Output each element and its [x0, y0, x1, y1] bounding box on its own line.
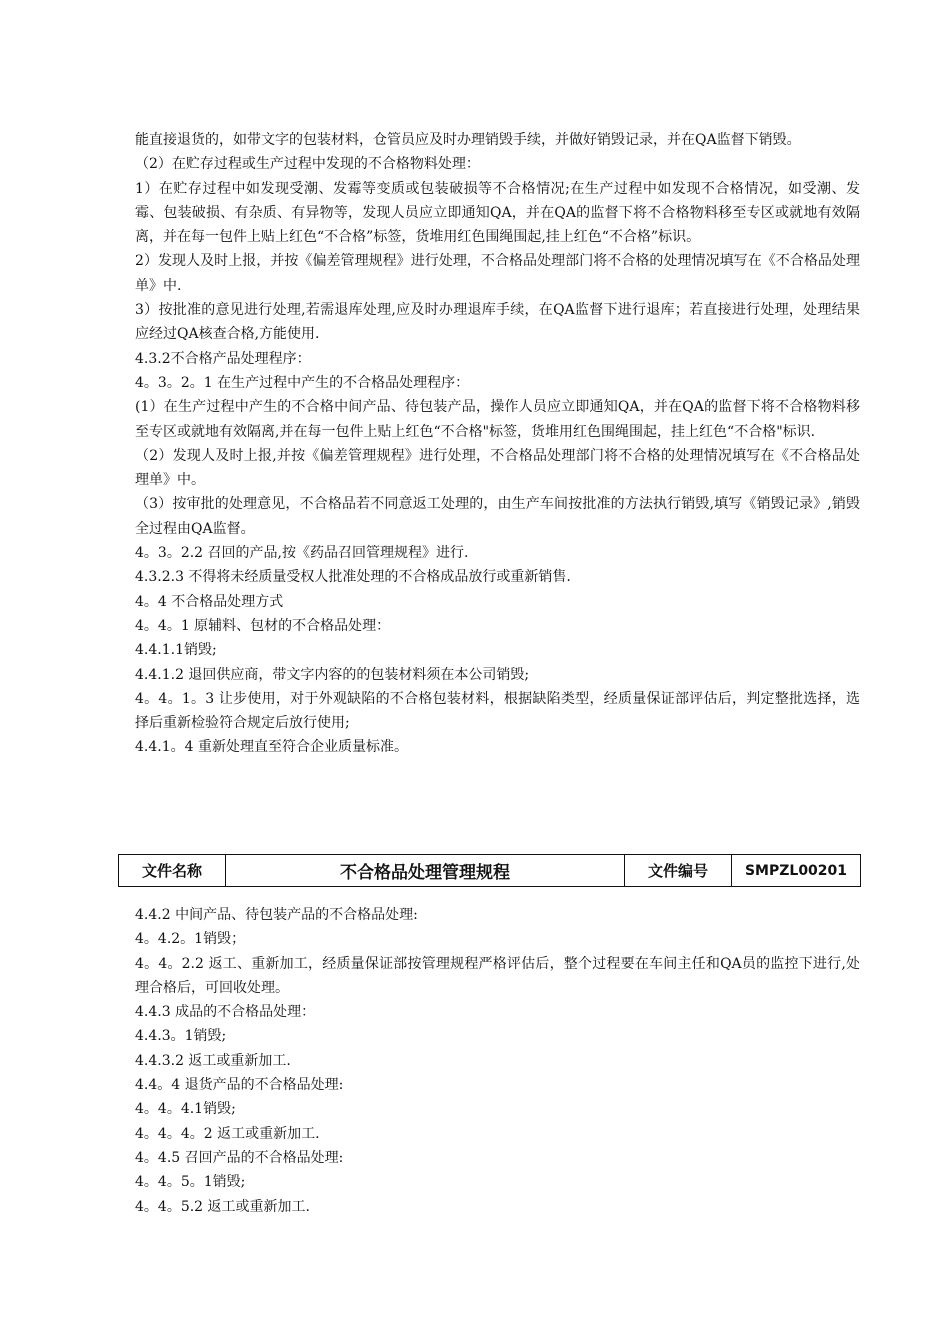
paragraph: （2）发现人及时上报,并按《偏差管理规程》进行处理，不合格品处理部门将不合格的处理情况填写在《不合格品处理单》中。: [135, 447, 860, 489]
list-item: 4。4。5.2 返工或重新加工.: [135, 1198, 310, 1215]
list-item: 4。4。5。1销毁;: [135, 1174, 246, 1191]
subsection-heading: 4。4.5 召回产品的不合格品处理:: [135, 1149, 344, 1166]
paragraph: 4。3。2.2 召回的产品,按《药品召回管理规程》进行.: [135, 545, 469, 562]
list-item: 4.4.3。1销毁;: [135, 1028, 227, 1045]
list-item: 4.4.1.2 退回供应商，带文字内容的的包装材料须在本公司销毁;: [135, 666, 530, 683]
list-item: 4。4.2。1销毁；: [135, 931, 246, 948]
paragraph: 能直接退货的，如带文字的包装材料，仓管员应及时办理销毁手续，并做好销毁记录，并在QA监督下销毁。: [135, 132, 801, 148]
document-body-top: [135, 128, 860, 760]
section-heading: 4.3.2不合格产品处理程序：: [135, 350, 311, 367]
subsection-heading: 4.4.3 成品的不合格品处理：: [135, 1004, 316, 1021]
list-item: 4。4。1。3 让步使用，对于外观缺陷的不合格包装材料，根据缺陷类型，经质量保证部评估后，判定整批选择，选择后重新检验符合规定后放行使用;: [135, 690, 860, 732]
file-name-label: 文件名称: [119, 855, 226, 887]
document-header-table: [118, 854, 861, 887]
subsection-heading: 4.4.2 中间产品、待包装产品的不合格品处理:: [135, 907, 418, 923]
list-item: 4.4.1.1销毁;: [135, 642, 217, 659]
paragraph: 3）按批准的意见进行处理,若需退库处理,应及时办理退库手续，在QA监督下进行退库；若直接进行处理，处理结果应经过QA核查合格,方能使用.: [135, 302, 860, 343]
paragraph: 2）发现人及时上报，并按《偏差管理规程》进行处理，不合格品处理部门将不合格的处理情况填写在《不合格品处理单》中.: [135, 253, 860, 294]
document-body-bottom: [135, 903, 860, 1219]
file-number-value: SMPZL00201: [732, 855, 861, 887]
list-item: 4。4。4。2 返工或重新加工.: [135, 1125, 320, 1142]
list-item: 4.4.1。4 重新处理直至符合企业质量标准。: [135, 739, 408, 756]
subsection-heading: 4。4。1 原辅料、包材的不合格品处理：: [135, 617, 391, 634]
subsection-heading: 4。3。2。1 在生产过程中产生的不合格品处理程序：: [135, 374, 470, 391]
file-number-label: 文件编号: [625, 855, 732, 887]
list-item: 4。4。4.1销毁;: [135, 1101, 236, 1118]
document-title: 不合格品处理管理规程: [226, 855, 625, 887]
paragraph: 1）在贮存过程中如发现受潮、发霉等变质或包装破损等不合格情况;在生产过程中如发现不合格情况，如受潮、发霉、包装破损、有杂质、有异物等，发现人员应立即通知QA，并在QA的监督下将不合格物料移至专区或就地有效隔离，并在每一包件上贴上红色“不合格”标签，货堆用红色围绳围起,挂上红色“不合格”标识。: [135, 180, 860, 246]
paragraph: （3）按审批的处理意见，不合格品若不同意返工处理的，由生产车间按批准的方法执行销毁,填写《销毁记录》,销毁全过程由QA监督。: [135, 496, 860, 537]
list-item: 4.4.3.2 返工或重新加工.: [135, 1052, 291, 1069]
list-item: 4。4。2.2 返工、重新加工，经质量保证部按管理规程严格评估后，整个过程要在车间主任和QA员的监控下进行,处理合格后，可回收处理。: [135, 955, 860, 996]
section-heading: 4。4 不合格品处理方式: [135, 593, 284, 610]
paragraph: (1）在生产过程中产生的不合格中间产品、待包装产品，操作人员应立即通知QA，并在QA的监督下将不合格物料移至专区或就地有效隔离,并在每一包件上贴上红色“不合格"标签，货堆用红色围绳围起，挂上红色“不合格"标识.: [135, 399, 860, 440]
paragraph: 4.3.2.3 不得将未经质量受权人批准处理的不合格成品放行或重新销售.: [135, 569, 571, 586]
paragraph: （2）在贮存过程或生产过程中发现的不合格物料处理：: [135, 156, 480, 173]
subsection-heading: 4.4。4 退货产品的不合格品处理:: [135, 1077, 344, 1094]
